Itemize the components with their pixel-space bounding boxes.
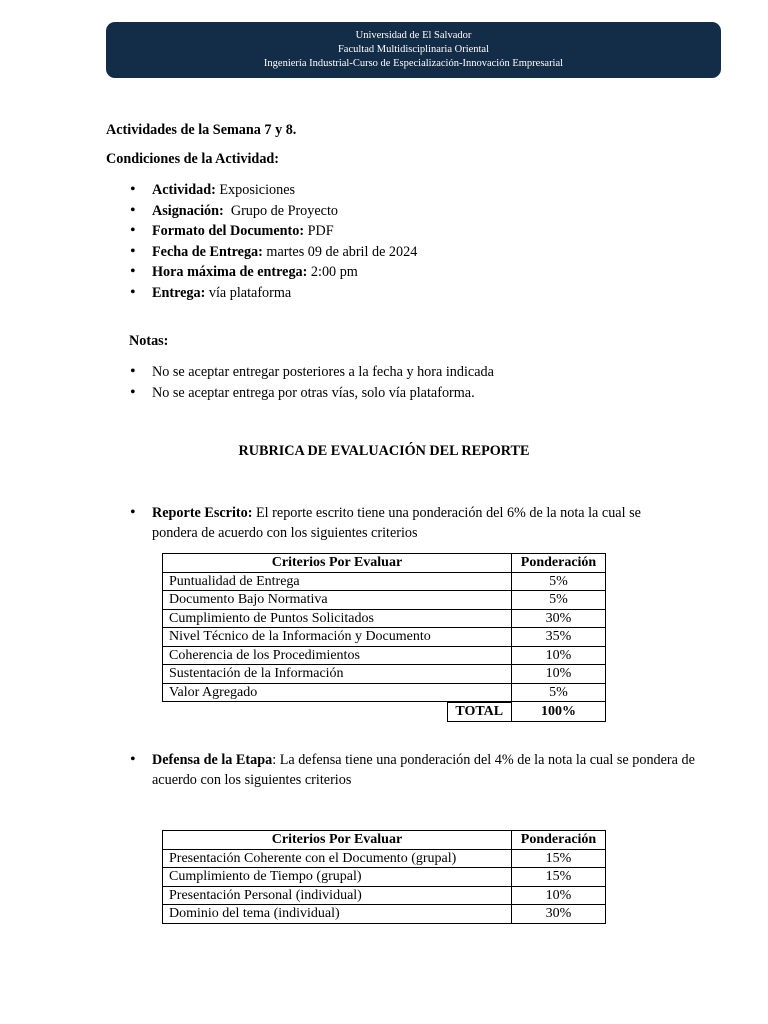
table-header-row [163, 554, 606, 573]
column-header-weight: Ponderación [512, 554, 606, 573]
condition-due-date: • Fecha de Entrega: martes 09 de abril de 2024 [130, 242, 417, 263]
table-row: Coherencia de los Procedimientos 10% [163, 646, 606, 665]
condition-delivery: • Entrega: vía plataforma [130, 283, 417, 304]
rubric-title: RUBRICA DE EVALUACIÓN DEL REPORTE [238, 443, 530, 459]
condition-format: • Formato del Documento: PDF [130, 221, 417, 242]
note-item: • No se aceptar entrega por otras vías, solo vía plataforma. [130, 383, 494, 404]
condition-due-time: • Hora máxima de entrega: 2:00 pm [130, 262, 417, 283]
report-criteria-table [162, 553, 606, 722]
table-header-row [163, 831, 606, 850]
column-header-criteria: Criterios Por Evaluar [163, 554, 512, 573]
bullet-icon: • [130, 504, 136, 521]
condition-activity: • Actividad: Exposiciones [130, 180, 417, 201]
total-label: TOTAL [447, 702, 512, 722]
condition-assignment: • Asignación: Grupo de Proyecto [130, 201, 417, 222]
defense-description: • Defensa de la Etapa: La defensa tiene una ponderación del 4% de la nota la cual se pondera de acuerdo con los siguientes criterios [130, 751, 695, 788]
table-row: Cumplimiento de Puntos Solicitados 30% [163, 609, 606, 628]
notes-list [130, 362, 494, 403]
note-item: • No se aceptar entregar posteriores a la fecha y hora indicada [130, 362, 494, 383]
table-row: Puntualidad de Entrega 5% [163, 572, 606, 591]
bullet-icon: • [130, 751, 136, 768]
total-value: 100% [512, 702, 606, 722]
table-row: Cumplimiento de Tiempo (grupal) 15% [163, 868, 606, 887]
faculty-name: Facultad Multidisciplinaria Oriental [337, 44, 490, 55]
table-row: Dominio del tema (individual) 30% [163, 905, 606, 924]
report-description: • Reporte Escrito: El reporte escrito tiene una ponderación del 6% de la nota la cual se pondera de acuerdo con los siguientes criterios [130, 504, 641, 541]
defense-criteria-table [162, 830, 606, 924]
table-row: Presentación Coherente con el Documento (grupal) 15% [163, 849, 606, 868]
conditions-list [130, 180, 417, 304]
table-row: Nivel Técnico de la Información y Documento 35% [163, 628, 606, 647]
table-row: Valor Agregado 5% [163, 683, 606, 702]
university-name: Universidad de El Salvador [355, 30, 472, 41]
table-row: Documento Bajo Normativa 5% [163, 591, 606, 610]
activity-title: Actividades de la Semana 7 y 8. [106, 122, 297, 138]
notes-heading: Notas: [129, 333, 169, 349]
table-total-row [163, 702, 606, 722]
column-header-criteria: Criterios Por Evaluar [163, 831, 512, 850]
course-name: Ingeniería Industrial-Curso de Especialización-Innovación Empresarial [263, 58, 564, 69]
column-header-weight: Ponderación [512, 831, 606, 850]
document-header-banner [106, 22, 721, 78]
conditions-heading: Condiciones de la Actividad: [106, 151, 280, 167]
table-row: Sustentación de la Información 10% [163, 665, 606, 684]
table-row: Presentación Personal (individual) 10% [163, 886, 606, 905]
